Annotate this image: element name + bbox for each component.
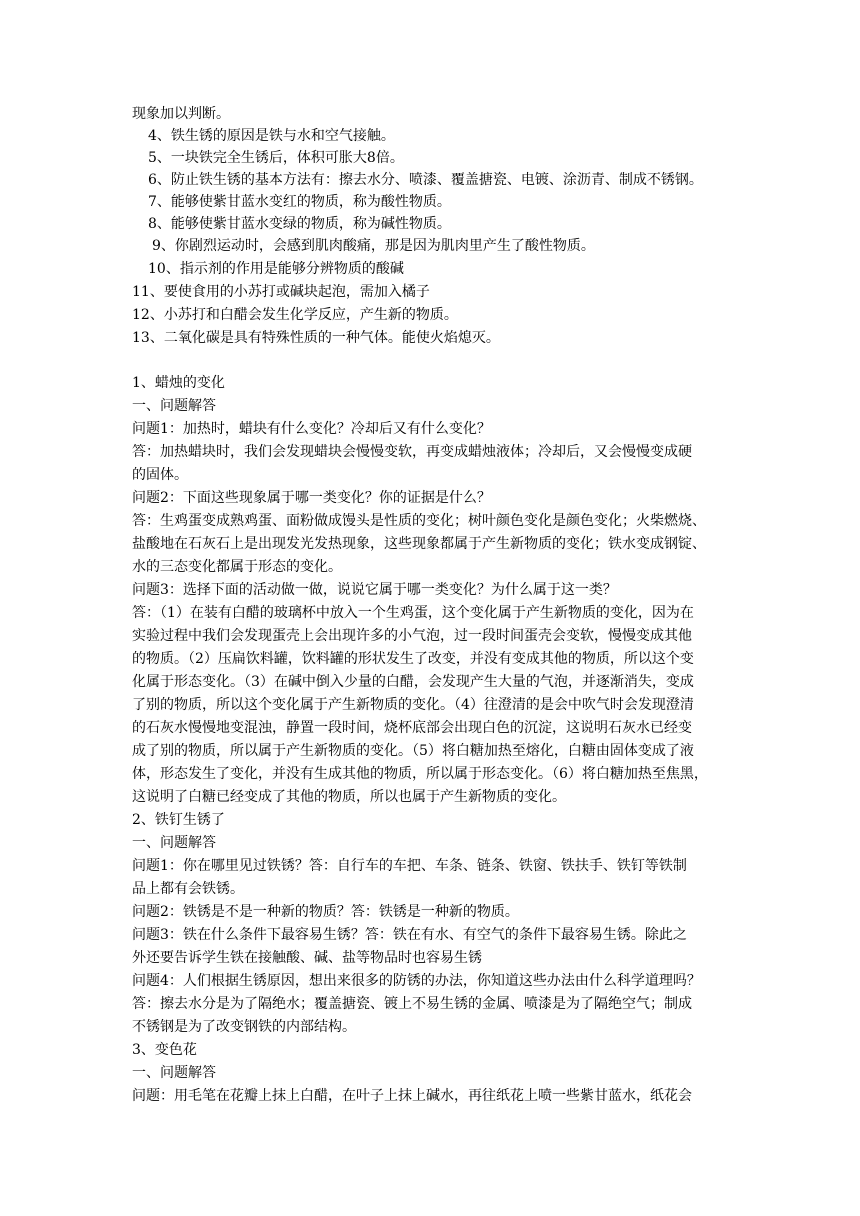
text-line: 这说明了白糖已经变成了其他的物质，所以也属于产生新物质的变化。 [132, 789, 566, 805]
text-line: 问题1：加热时，蜡块有什么变化？冷却后又有什么变化？ [132, 421, 491, 437]
text-line: 13、二氧化碳是具有特殊性质的一种气体。能使火焰熄灭。 [132, 330, 500, 346]
text-line: 答：（1）在装有白醋的玻璃杯中放入一个生鸡蛋，这个变化属于产生新物质的变化，因为在 [132, 605, 694, 621]
text-line: 12、小苏打和白醋会发生化学反应，产生新的物质。 [132, 307, 458, 323]
text-line: 盐酸地在石灰石上是出现发光发热现象，这些现象都属于产生新物质的变化；铁水变成钢锭、 [132, 536, 706, 552]
text-line: 问题2：铁锈是不是一种新的物质？答：铁锈是一种新的物质。 [132, 904, 519, 920]
text-line: 水的三态变化都属于形态的变化。 [132, 559, 342, 575]
text-line: 问题4：人们根据生锈原因，想出来很多的防锈的办法，你知道这些办法由什么科学道理吗？ [132, 973, 701, 989]
text-line: 答：擦去水分是为了隔绝水；覆盖搪瓷、镀上不易生锈的金属、喷漆是为了隔绝空气；制成 [132, 996, 692, 1012]
text-line: 问题1：你在哪里见过铁锈？答：自行车的车把、车条、链条、铁窗、铁扶手、铁钉等铁制 [132, 858, 687, 874]
subsection-heading: 一、问题解答 [132, 398, 216, 414]
text-line: 7、能够使紫甘蓝水变红的物质，称为酸性物质。 [148, 194, 451, 210]
text-line: 现象加以判断。 [132, 106, 230, 122]
text-line: 外还要告诉学生铁在接触酸、碱、盐等物品时也容易生锈 [132, 950, 482, 966]
text-line: 答：生鸡蛋变成熟鸡蛋、面粉做成馒头是性质的变化；树叶颜色变化是颜色变化；火柴燃烧、 [132, 513, 706, 529]
text-line: 的物质。（2）压扁饮料罐，饮料罐的形状发生了改变，并没有变成其他的物质，所以这个变 [132, 651, 694, 667]
text-line: 化属于形态变化。（3）在碱中倒入少量的白醋，会发现产生大量的气泡，并逐渐消失，变成 [132, 674, 694, 690]
text-line: 问题2：下面这些现象属于哪一类变化？你的证据是什么？ [132, 490, 491, 506]
text-line: 10、指示剂的作用是能够分辨物质的酸碱 [148, 261, 404, 277]
text-line: 的固体。 [132, 467, 188, 483]
section-heading: 1、蜡烛的变化 [132, 375, 225, 391]
text-line: 问题3：选择下面的活动做一做，说说它属于哪一类变化？为什么属于这一类？ [132, 582, 617, 598]
text-line: 问题：用毛笔在花瓣上抹上白醋，在叶子上抹上碱水，再往纸花上喷一些紫甘蓝水，纸花会 [132, 1088, 692, 1104]
text-line: 体，形态发生了变化，并没有生成其他的物质，所以属于形态变化。（6）将白糖加热至焦黑， [132, 766, 708, 782]
text-line: 9、你剧烈运动时，会感到肌肉酸痛，那是因为肌肉里产生了酸性物质。 [152, 238, 595, 254]
section-heading: 3、变色花 [132, 1042, 197, 1058]
subsection-heading: 一、问题解答 [132, 1065, 216, 1081]
text-line: 实验过程中我们会发现蛋壳上会出现许多的小气泡，过一段时间蛋壳会变软，慢慢变成其他 [132, 628, 692, 644]
text-line: 11、要使食用的小苏打或碱块起泡，需加入橘子 [132, 284, 430, 300]
subsection-heading: 一、问题解答 [132, 835, 216, 851]
text-line: 品上都有会铁锈。 [132, 881, 244, 897]
text-line: 不锈钢是为了改变钢铁的内部结构。 [132, 1019, 356, 1035]
text-line: 4、铁生锈的原因是铁与水和空气接触。 [148, 128, 395, 144]
text-line: 8、能够使紫甘蓝水变绿的物质，称为碱性物质。 [148, 216, 451, 232]
text-line: 成了别的物质，所以属于产生新物质的变化。（5）将白糖加热至熔化，白糖由固体变成了液 [132, 743, 694, 759]
text-line: 问题3：铁在什么条件下最容易生锈？答：铁在有水、有空气的条件下最容易生锈。除此之 [132, 927, 687, 943]
section-heading: 2、铁钉生锈了 [132, 812, 225, 828]
text-line: 的石灰水慢慢地变混浊，静置一段时间，烧杯底部会出现白色的沉淀，这说明石灰水已经变 [132, 720, 692, 736]
text-line: 5、一块铁完全生锈后，体积可胀大8倍。 [148, 150, 404, 166]
text-line: 了别的物质，所以这个变化属于产生新物质的变化。（4）往澄清的是会中吹气时会发现澄清 [132, 697, 694, 713]
text-line: 6、防止铁生锈的基本方法有：擦去水分、喷漆、覆盖搪瓷、电镀、涂沥青、制成不锈钢。 [148, 172, 703, 188]
text-line: 答：加热蜡块时，我们会发现蜡块会慢慢变软，再变成蜡烛液体；冷却后，又会慢慢变成硬 [132, 444, 692, 460]
